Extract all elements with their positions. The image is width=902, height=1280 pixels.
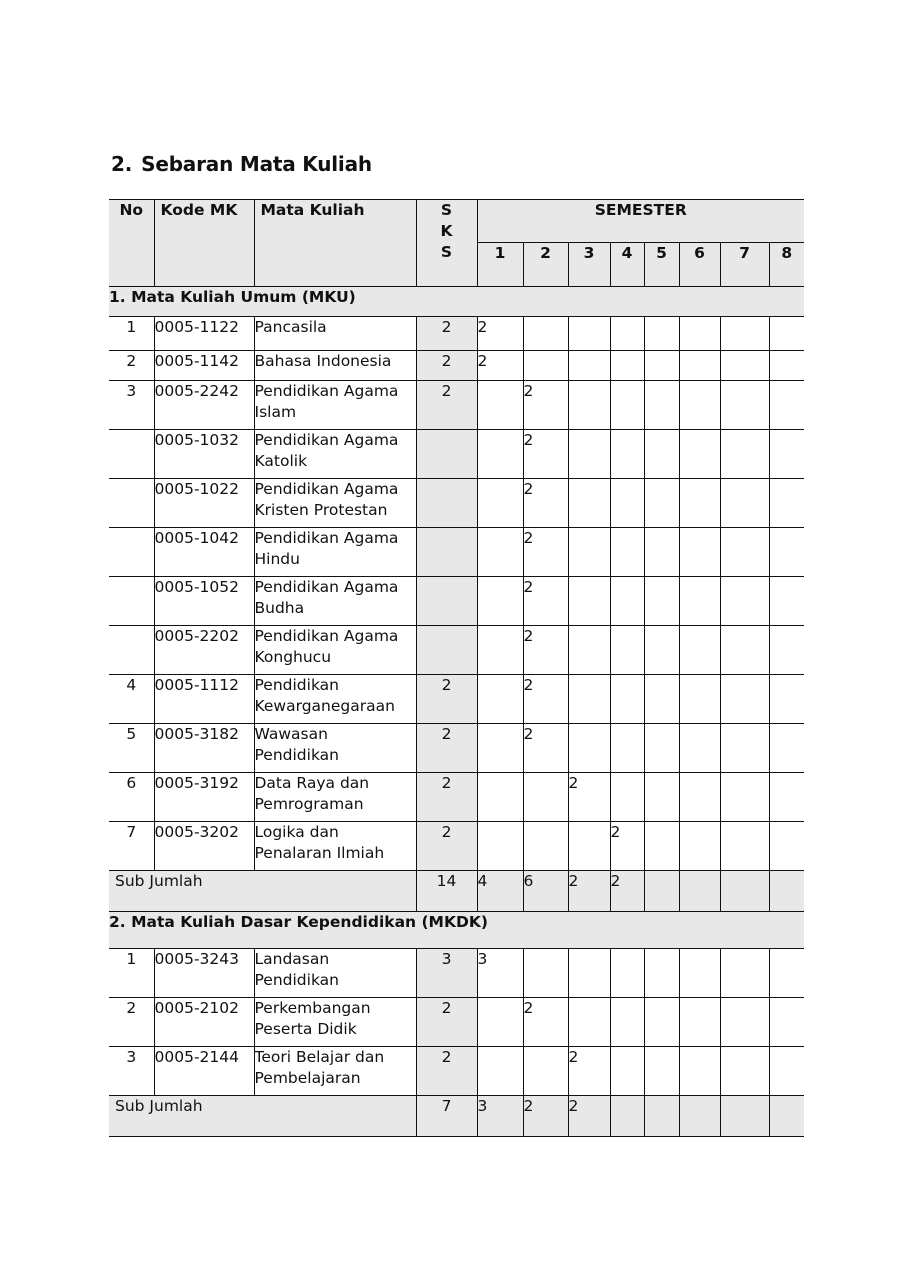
curriculum-table (109, 199, 804, 1137)
semester-2-cell: 2 (523, 675, 568, 724)
subtotal-semester-4 (610, 1096, 644, 1137)
header-semester-1: 1 (477, 243, 523, 287)
header-sks-letter: S (440, 201, 453, 219)
semester-6-cell (679, 822, 720, 871)
semester-5-cell (644, 528, 679, 577)
semester-8-cell (769, 430, 804, 479)
semester-2-cell: 2 (523, 626, 568, 675)
semester-1-cell: 2 (477, 351, 523, 381)
semester-4-cell (610, 724, 644, 773)
semester-8-cell (769, 351, 804, 381)
course-no: 3 (109, 1047, 154, 1096)
subtotal-semester-7 (720, 1096, 769, 1137)
semester-8-cell (769, 724, 804, 773)
subtotal-semester-5 (644, 1096, 679, 1137)
course-name: Pendidikan Agama Hindu (254, 528, 416, 577)
semester-6-cell (679, 675, 720, 724)
subtotal-semester-1: 3 (477, 1096, 523, 1137)
semester-7-cell (720, 528, 769, 577)
semester-4-cell: 2 (610, 822, 644, 871)
header-semester-4: 4 (610, 243, 644, 287)
semester-5-cell (644, 479, 679, 528)
course-sks: 2 (416, 351, 477, 381)
header-kode-mk: Kode MK (154, 200, 254, 287)
course-sks: 2 (416, 998, 477, 1047)
semester-3-cell (568, 675, 610, 724)
semester-8-cell (769, 626, 804, 675)
semester-1-cell (477, 626, 523, 675)
header-semester-7: 7 (720, 243, 769, 287)
course-no: 2 (109, 351, 154, 381)
semester-5-cell (644, 626, 679, 675)
semester-5-cell (644, 822, 679, 871)
course-code: 0005-3243 (154, 949, 254, 998)
course-sks: 2 (416, 773, 477, 822)
course-row (109, 626, 804, 675)
semester-7-cell (720, 317, 769, 351)
semester-3-cell (568, 430, 610, 479)
subtotal-semester-2: 6 (523, 871, 568, 912)
semester-7-cell (720, 351, 769, 381)
semester-3-cell (568, 626, 610, 675)
course-no: 1 (109, 317, 154, 351)
semester-6-cell (679, 528, 720, 577)
semester-2-cell: 2 (523, 381, 568, 430)
subtotal-sks: 7 (416, 1096, 477, 1137)
semester-5-cell (644, 1047, 679, 1096)
semester-2-cell (523, 949, 568, 998)
subtotal-semester-3: 2 (568, 871, 610, 912)
course-name: Bahasa Indonesia (254, 351, 416, 381)
group-header-row (109, 912, 804, 949)
course-sks: 2 (416, 381, 477, 430)
semester-5-cell (644, 317, 679, 351)
course-code: 0005-1122 (154, 317, 254, 351)
course-code: 0005-3182 (154, 724, 254, 773)
semester-4-cell (610, 381, 644, 430)
semester-6-cell (679, 998, 720, 1047)
semester-7-cell (720, 822, 769, 871)
semester-7-cell (720, 430, 769, 479)
course-row (109, 479, 804, 528)
semester-4-cell (610, 949, 644, 998)
semester-3-cell (568, 998, 610, 1047)
header-semester-3: 3 (568, 243, 610, 287)
semester-3-cell: 2 (568, 1047, 610, 1096)
semester-5-cell (644, 773, 679, 822)
semester-6-cell (679, 626, 720, 675)
course-code: 0005-2102 (154, 998, 254, 1047)
semester-5-cell (644, 381, 679, 430)
subtotal-semester-1: 4 (477, 871, 523, 912)
course-name: Perkembangan Peserta Didik (254, 998, 416, 1047)
semester-8-cell (769, 1047, 804, 1096)
course-no (109, 626, 154, 675)
semester-1-cell (477, 528, 523, 577)
subtotal-label: Sub Jumlah (109, 871, 416, 912)
course-row (109, 381, 804, 430)
course-name: Pendidikan Agama Konghucu (254, 626, 416, 675)
semester-7-cell (720, 949, 769, 998)
semester-7-cell (720, 1047, 769, 1096)
semester-7-cell (720, 381, 769, 430)
semester-4-cell (610, 479, 644, 528)
semester-1-cell (477, 479, 523, 528)
header-mata-kuliah: Mata Kuliah (254, 200, 416, 287)
course-row (109, 724, 804, 773)
semester-7-cell (720, 577, 769, 626)
semester-8-cell (769, 822, 804, 871)
semester-2-cell: 2 (523, 430, 568, 479)
header-sks (416, 200, 477, 287)
header-semester: SEMESTER (477, 200, 804, 243)
semester-5-cell (644, 351, 679, 381)
semester-6-cell (679, 430, 720, 479)
course-name: Pendidikan Agama Katolik (254, 430, 416, 479)
semester-7-cell (720, 998, 769, 1047)
semester-6-cell (679, 577, 720, 626)
semester-5-cell (644, 675, 679, 724)
course-sks: 2 (416, 317, 477, 351)
semester-8-cell (769, 773, 804, 822)
header-sks-letter: K (440, 222, 453, 240)
course-sks (416, 577, 477, 626)
semester-1-cell: 2 (477, 317, 523, 351)
course-name: Pendidikan Agama Islam (254, 381, 416, 430)
semester-4-cell (610, 675, 644, 724)
subtotal-semester-4: 2 (610, 871, 644, 912)
semester-8-cell (769, 949, 804, 998)
header-semester-6: 6 (679, 243, 720, 287)
subtotal-row (109, 871, 804, 912)
semester-4-cell (610, 773, 644, 822)
subtotal-semester-8 (769, 1096, 804, 1137)
course-row (109, 773, 804, 822)
course-code: 0005-1112 (154, 675, 254, 724)
course-code: 0005-3192 (154, 773, 254, 822)
semester-5-cell (644, 998, 679, 1047)
semester-2-cell (523, 1047, 568, 1096)
course-row (109, 430, 804, 479)
semester-1-cell (477, 822, 523, 871)
semester-7-cell (720, 724, 769, 773)
semester-2-cell: 2 (523, 479, 568, 528)
course-row (109, 1047, 804, 1096)
semester-3-cell (568, 528, 610, 577)
course-name: Logika dan Penalaran Ilmiah (254, 822, 416, 871)
section-number: 2. (111, 152, 133, 176)
subtotal-semester-6 (679, 871, 720, 912)
course-no (109, 577, 154, 626)
semester-3-cell (568, 317, 610, 351)
course-no: 3 (109, 381, 154, 430)
course-code: 0005-1032 (154, 430, 254, 479)
semester-5-cell (644, 724, 679, 773)
semester-6-cell (679, 351, 720, 381)
semester-6-cell (679, 317, 720, 351)
semester-1-cell (477, 724, 523, 773)
header-sks-letter: S (440, 243, 453, 261)
semester-2-cell: 2 (523, 577, 568, 626)
course-no: 2 (109, 998, 154, 1047)
course-row (109, 528, 804, 577)
semester-4-cell (610, 430, 644, 479)
subtotal-semester-2: 2 (523, 1096, 568, 1137)
course-row (109, 949, 804, 998)
course-sks (416, 528, 477, 577)
semester-3-cell: 2 (568, 773, 610, 822)
course-row (109, 675, 804, 724)
semester-6-cell (679, 949, 720, 998)
course-code: 0005-2144 (154, 1047, 254, 1096)
semester-4-cell (610, 351, 644, 381)
semester-2-cell (523, 351, 568, 381)
header-semester-2: 2 (523, 243, 568, 287)
semester-5-cell (644, 949, 679, 998)
semester-7-cell (720, 675, 769, 724)
semester-4-cell (610, 577, 644, 626)
semester-1-cell (477, 577, 523, 626)
course-name: Pancasila (254, 317, 416, 351)
course-code: 0005-1022 (154, 479, 254, 528)
semester-6-cell (679, 479, 720, 528)
semester-1-cell: 3 (477, 949, 523, 998)
semester-8-cell (769, 381, 804, 430)
semester-4-cell (610, 528, 644, 577)
semester-8-cell (769, 317, 804, 351)
subtotal-semester-5 (644, 871, 679, 912)
semester-6-cell (679, 724, 720, 773)
course-name: Teori Belajar dan Pembelajaran (254, 1047, 416, 1096)
course-no: 4 (109, 675, 154, 724)
semester-8-cell (769, 577, 804, 626)
course-name: Pendidikan Agama Budha (254, 577, 416, 626)
semester-2-cell (523, 773, 568, 822)
semester-8-cell (769, 479, 804, 528)
semester-4-cell (610, 1047, 644, 1096)
semester-1-cell (477, 430, 523, 479)
semester-4-cell (610, 998, 644, 1047)
subtotal-semester-3: 2 (568, 1096, 610, 1137)
course-row (109, 577, 804, 626)
subtotal-semester-6 (679, 1096, 720, 1137)
course-no (109, 479, 154, 528)
course-row (109, 351, 804, 381)
course-row (109, 317, 804, 351)
course-name: Data Raya dan Pemrograman (254, 773, 416, 822)
semester-3-cell (568, 351, 610, 381)
semester-3-cell (568, 949, 610, 998)
semester-6-cell (679, 381, 720, 430)
semester-7-cell (720, 479, 769, 528)
course-sks: 2 (416, 822, 477, 871)
group-header-row (109, 287, 804, 317)
course-sks (416, 479, 477, 528)
course-sks: 2 (416, 675, 477, 724)
semester-3-cell (568, 724, 610, 773)
course-no: 5 (109, 724, 154, 773)
course-row (109, 998, 804, 1047)
section-title-text: Sebaran Mata Kuliah (141, 152, 372, 176)
semester-1-cell (477, 773, 523, 822)
course-no: 6 (109, 773, 154, 822)
subtotal-semester-7 (720, 871, 769, 912)
semester-5-cell (644, 577, 679, 626)
course-sks: 2 (416, 724, 477, 773)
course-sks (416, 626, 477, 675)
subtotal-semester-8 (769, 871, 804, 912)
semester-3-cell (568, 381, 610, 430)
semester-5-cell (644, 430, 679, 479)
course-code: 0005-3202 (154, 822, 254, 871)
course-sks (416, 430, 477, 479)
semester-1-cell (477, 998, 523, 1047)
course-code: 0005-1142 (154, 351, 254, 381)
semester-8-cell (769, 528, 804, 577)
course-code: 0005-1042 (154, 528, 254, 577)
course-code: 0005-1052 (154, 577, 254, 626)
semester-2-cell: 2 (523, 724, 568, 773)
course-name: Pendidikan Kewarganegaraan (254, 675, 416, 724)
semester-4-cell (610, 317, 644, 351)
course-row (109, 822, 804, 871)
course-no: 7 (109, 822, 154, 871)
semester-2-cell: 2 (523, 528, 568, 577)
semester-1-cell (477, 675, 523, 724)
semester-3-cell (568, 822, 610, 871)
header-semester-5: 5 (644, 243, 679, 287)
semester-2-cell (523, 317, 568, 351)
semester-7-cell (720, 626, 769, 675)
subtotal-row (109, 1096, 804, 1137)
course-sks: 3 (416, 949, 477, 998)
semester-6-cell (679, 1047, 720, 1096)
semester-1-cell (477, 1047, 523, 1096)
course-name: Wawasan Pendidikan (254, 724, 416, 773)
semester-8-cell (769, 998, 804, 1047)
course-name: Landasan Pendidikan (254, 949, 416, 998)
course-sks: 2 (416, 1047, 477, 1096)
semester-3-cell (568, 577, 610, 626)
semester-8-cell (769, 675, 804, 724)
semester-6-cell (679, 773, 720, 822)
semester-7-cell (720, 773, 769, 822)
section-title (111, 152, 372, 176)
semester-4-cell (610, 626, 644, 675)
group-title: 2. Mata Kuliah Dasar Kependidikan (MKDK) (109, 912, 804, 949)
course-code: 0005-2202 (154, 626, 254, 675)
course-code: 0005-2242 (154, 381, 254, 430)
subtotal-label: Sub Jumlah (109, 1096, 416, 1137)
course-no (109, 528, 154, 577)
subtotal-sks: 14 (416, 871, 477, 912)
course-no (109, 430, 154, 479)
semester-2-cell: 2 (523, 998, 568, 1047)
header-semester-8: 8 (769, 243, 804, 287)
header-no: No (109, 200, 154, 287)
semester-3-cell (568, 479, 610, 528)
course-no: 1 (109, 949, 154, 998)
semester-1-cell (477, 381, 523, 430)
group-title: 1. Mata Kuliah Umum (MKU) (109, 287, 804, 317)
course-name: Pendidikan Agama Kristen Protestan (254, 479, 416, 528)
semester-2-cell (523, 822, 568, 871)
